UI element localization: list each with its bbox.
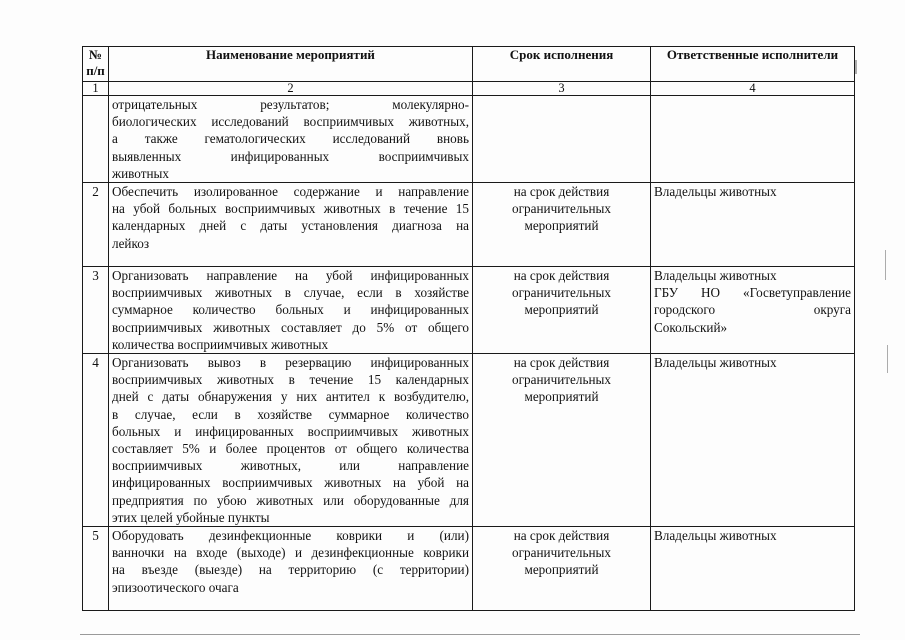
header-deadline: Срок исполнения xyxy=(473,47,651,82)
measure-line: инфицированных восприимчивых животных на убой на xyxy=(112,475,469,491)
measure-line: эпизоотического очага xyxy=(112,579,239,595)
measure-line: суммарное количество больных и инфицированных xyxy=(112,302,469,318)
deadline-cell xyxy=(473,96,651,183)
responsible-line: городского округа xyxy=(654,302,851,318)
deadline-line: на срок действия xyxy=(513,184,610,200)
responsible-line: Сокольский» xyxy=(654,319,728,335)
measure-line: ванночки на входе (выходе) и дезинфекционные коврики xyxy=(112,545,469,561)
deadline-cell xyxy=(473,267,651,354)
deadline-line: мероприятий xyxy=(524,389,599,405)
measure-line: Оборудовать дезинфекционные коврики и (или) xyxy=(112,528,469,544)
header-responsible: Ответственные исполнители xyxy=(651,47,855,82)
measure-line: отрицательных результатов; молекулярно- xyxy=(112,97,469,112)
measure-line: этих целей убойные пункты xyxy=(112,509,270,525)
header-measures: Наименование мероприятий xyxy=(109,47,473,82)
measure-line: Организовать направление на убой инфицированных xyxy=(112,268,469,284)
deadline-line: на срок действия xyxy=(513,355,610,371)
row-number xyxy=(83,96,109,183)
column-number: 2 xyxy=(109,82,473,96)
responsible-cell xyxy=(651,527,855,611)
table-row xyxy=(83,527,855,611)
measure-line: дней с даты обнаружения у них антител к возбудителю, xyxy=(112,389,469,405)
column-number: 4 xyxy=(651,82,855,96)
measure-line: восприимчивых животных, или направление xyxy=(112,458,469,474)
measure-text xyxy=(109,527,473,611)
measure-line: составляет 5% и более процентов от общего количества xyxy=(112,441,469,457)
measure-line: на убой больных восприимчивых животных в течение 15 xyxy=(112,201,469,217)
deadline-line: на срок действия xyxy=(513,528,610,544)
deadline-line: ограничительных xyxy=(512,201,611,217)
deadline-line: мероприятий xyxy=(524,218,599,234)
table-header-row xyxy=(83,47,855,82)
responsible-line: ГБУ НО «Госветуправление xyxy=(654,285,851,301)
responsible-cell xyxy=(651,96,855,183)
measure-line: лейкоз xyxy=(112,235,150,251)
deadline-line: ограничительных xyxy=(512,545,611,561)
responsible-cell xyxy=(651,183,855,267)
measure-line: предприятия по убою животных или оборудованные для xyxy=(112,492,469,508)
table-row xyxy=(83,354,855,527)
measure-line: а также гематологических исследований вновь xyxy=(112,131,469,147)
responsible-line: Владельцы животных xyxy=(654,355,777,371)
deadline-line: мероприятий xyxy=(524,302,599,318)
table-row xyxy=(83,96,855,183)
responsible-cell xyxy=(651,267,855,354)
column-number: 1 xyxy=(83,82,109,96)
scan-artifact xyxy=(855,60,857,74)
header-number: № п/п xyxy=(83,47,109,82)
measure-line: животных xyxy=(112,165,169,181)
table-row xyxy=(83,183,855,267)
deadline-line: на срок действия xyxy=(513,268,610,284)
deadline-cell xyxy=(473,527,651,611)
measure-line: биологических исследований восприимчивых животных, xyxy=(112,114,469,130)
measure-line: восприимчивых животных в течение 15 календарных xyxy=(112,372,469,388)
table-row xyxy=(83,267,855,354)
measure-text xyxy=(109,267,473,354)
measure-line: восприимчивых животных в случае, если в хозяйстве xyxy=(112,285,469,301)
measure-line: больных и инфицированных восприимчивых животных xyxy=(112,423,469,439)
measure-text xyxy=(109,354,473,527)
measure-text xyxy=(109,96,473,183)
responsible-line: Владельцы животных xyxy=(654,184,777,200)
measure-line: восприимчивых животных составляет до 5% от общего xyxy=(112,319,469,335)
measures-table xyxy=(82,46,855,611)
deadline-line: ограничительных xyxy=(512,285,611,301)
scan-edge-line xyxy=(80,634,860,635)
scan-artifact xyxy=(885,250,886,280)
measure-line: на въезде (выезде) на территорию (с территории) xyxy=(112,562,469,578)
measure-line: в случае, если в хозяйстве суммарное количество xyxy=(112,406,469,422)
responsible-line: Владельцы животных xyxy=(654,268,777,284)
responsible-cell xyxy=(651,354,855,527)
column-number-row xyxy=(83,82,855,96)
scan-artifact xyxy=(887,345,888,373)
column-number: 3 xyxy=(473,82,651,96)
measure-text xyxy=(109,183,473,267)
deadline-cell xyxy=(473,354,651,527)
measure-line: Обеспечить изолированное содержание и направление xyxy=(112,184,469,200)
measure-line: календарных дней с даты установления диагноза на xyxy=(112,218,469,234)
row-number: 5 xyxy=(83,527,109,611)
deadline-line: мероприятий xyxy=(524,562,599,578)
deadline-cell xyxy=(473,183,651,267)
measure-line: выявленных инфицированных восприимчивых xyxy=(112,148,469,164)
responsible-line: Владельцы животных xyxy=(654,528,777,544)
measure-line: Организовать вывоз в резервацию инфицированных xyxy=(112,355,469,371)
row-number: 3 xyxy=(83,267,109,354)
row-number: 2 xyxy=(83,183,109,267)
deadline-line: ограничительных xyxy=(512,372,611,388)
table-body xyxy=(83,96,855,611)
measure-line: количества восприимчивых животных xyxy=(112,336,329,352)
row-number: 4 xyxy=(83,354,109,527)
